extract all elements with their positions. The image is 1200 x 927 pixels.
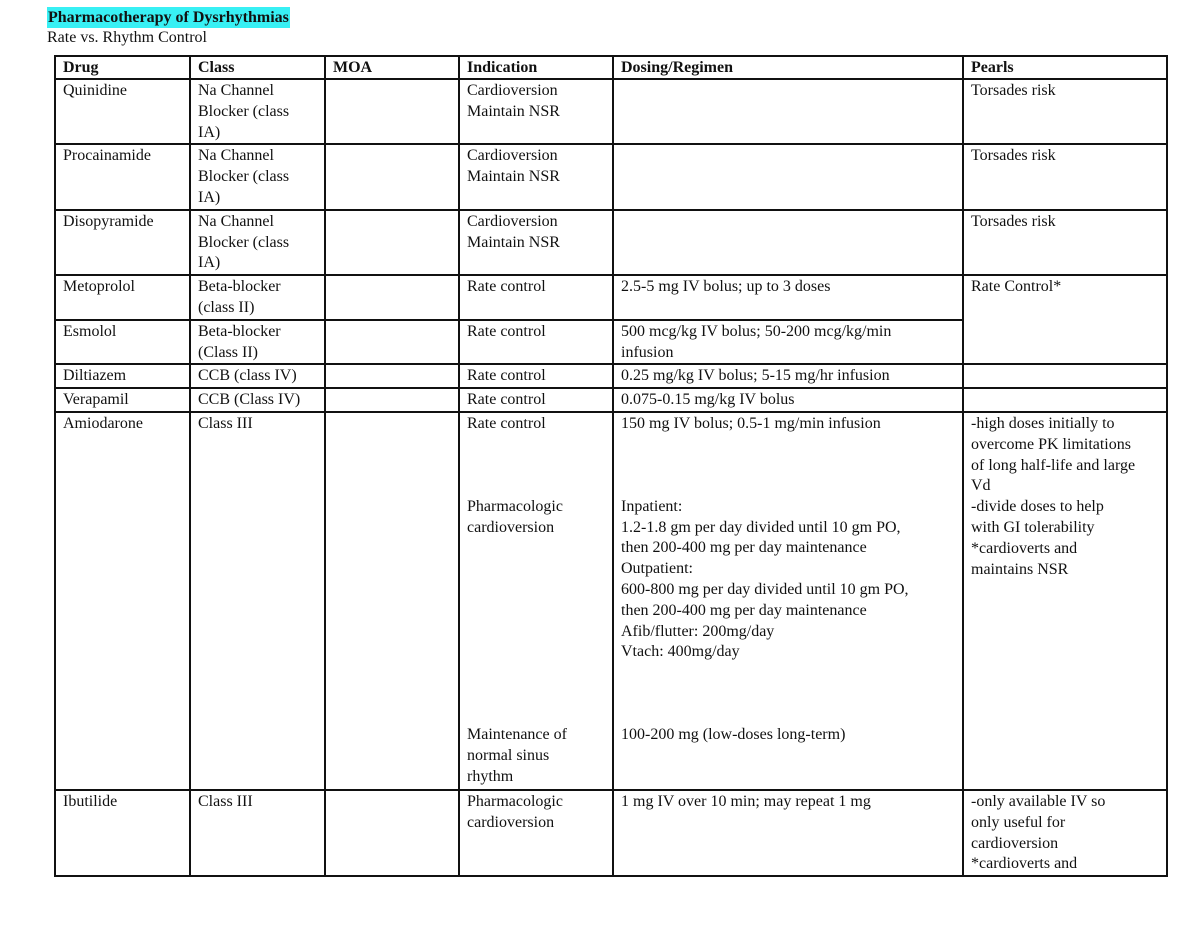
indication-cell	[459, 210, 613, 275]
header-class: Class	[190, 56, 325, 79]
pearls-line: -high doses initially to	[971, 414, 1115, 432]
dosing-line: 0.075-0.15 mg/kg IV bolus	[621, 391, 795, 409]
moa-cell	[325, 364, 459, 388]
class-cell	[190, 388, 325, 412]
indication-line: Rate control	[467, 367, 546, 385]
class-line: CCB (Class IV)	[198, 391, 301, 409]
indication-cell	[459, 275, 613, 320]
moa-cell	[325, 144, 459, 209]
table-row	[55, 79, 1167, 144]
class-line: Blocker (class	[198, 168, 290, 186]
indication-line: Maintenance of	[467, 726, 567, 744]
drug-cell: Metoprolol	[55, 275, 190, 320]
pearls-cell	[963, 210, 1167, 275]
pearls-cell	[963, 790, 1167, 876]
pearls-cell	[963, 388, 1167, 412]
indication-line: Rate control	[467, 414, 546, 432]
indication-line: Maintain NSR	[467, 168, 560, 186]
table-row	[55, 364, 1167, 388]
class-cell	[190, 79, 325, 144]
pearls-line: with GI tolerability	[971, 518, 1095, 536]
dosing-line: 150 mg IV bolus; 0.5-1 mg/min infusion	[621, 414, 881, 432]
indication-cell	[459, 320, 613, 365]
indication-line: Pharmacologic	[467, 497, 563, 515]
table-row	[55, 388, 1167, 412]
indication-cell	[459, 790, 613, 876]
class-line: Class III	[198, 414, 253, 432]
table-row	[55, 144, 1167, 209]
dosing-line: Vtach: 400mg/day	[621, 643, 740, 661]
indication-line: Pharmacologic	[467, 792, 563, 810]
header-indication: Indication	[459, 56, 613, 79]
class-line: Na Channel	[198, 147, 274, 165]
moa-cell	[325, 412, 459, 790]
dosing-cell	[613, 364, 963, 388]
moa-cell	[325, 210, 459, 275]
class-line: Blocker (class	[198, 233, 290, 251]
class-line: IA)	[198, 254, 221, 272]
class-line: IA)	[198, 188, 221, 206]
indication-cell	[459, 388, 613, 412]
class-line: Na Channel	[198, 212, 274, 230]
pearls-cell	[963, 412, 1167, 790]
dosing-line: 2.5-5 mg IV bolus; up to 3 doses	[621, 278, 831, 296]
dosing-line: 600-800 mg per day divided until 10 gm PO,	[621, 580, 909, 598]
dosing-cell	[613, 412, 963, 790]
class-line: (class II)	[198, 298, 255, 316]
dosing-line: 1.2-1.8 gm per day divided until 10 gm PO,	[621, 518, 901, 536]
pearls-line: -divide doses to help	[971, 498, 1104, 516]
moa-cell	[325, 320, 459, 365]
dosing-line: Inpatient:	[621, 497, 683, 515]
class-line: Na Channel	[198, 82, 274, 99]
drug-cell: Esmolol	[55, 320, 190, 365]
indication-line: Maintain NSR	[467, 233, 560, 251]
pearls-line: maintains NSR	[971, 560, 1069, 578]
class-line: CCB (class IV)	[198, 367, 297, 385]
dosing-cell	[613, 210, 963, 275]
indication-line: rhythm	[467, 767, 514, 785]
indication-line: normal sinus	[467, 747, 550, 765]
table-header-row	[55, 56, 1167, 79]
drug-cell: Diltiazem	[55, 364, 190, 388]
dosing-line: Outpatient:	[621, 560, 693, 578]
indication-cell	[459, 144, 613, 209]
drug-cell: Procainamide	[55, 144, 190, 209]
table-row	[55, 275, 1167, 320]
pearls-line: Vd	[971, 477, 991, 495]
table-row	[55, 210, 1167, 275]
class-cell	[190, 144, 325, 209]
pearls-line: Torsades risk	[971, 82, 1056, 99]
drug-cell: Quinidine	[55, 79, 190, 144]
indication-line: Cardioversion	[467, 212, 558, 230]
dosing-line: 1 mg IV over 10 min; may repeat 1 mg	[621, 792, 871, 810]
pearls-line: -only available IV so	[971, 792, 1106, 810]
pearls-cell	[963, 275, 1167, 364]
dosing-line: infusion	[621, 343, 674, 361]
drug-cell: Verapamil	[55, 388, 190, 412]
dosing-cell	[613, 320, 963, 365]
dosing-line: 100-200 mg (low-doses long-term)	[621, 726, 846, 744]
document-subtitle: Rate vs. Rhythm Control	[47, 29, 207, 46]
class-line: (Class II)	[198, 343, 258, 361]
pearls-line: overcome PK limitations	[971, 435, 1131, 453]
table-row	[55, 412, 1167, 790]
drug-cell: Disopyramide	[55, 210, 190, 275]
dosing-cell	[613, 790, 963, 876]
pearls-line: only useful for	[971, 813, 1066, 831]
indication-line: Rate control	[467, 278, 546, 296]
dosing-cell	[613, 144, 963, 209]
dysrhythmia-drug-table	[54, 55, 1168, 877]
header-moa: MOA	[325, 56, 459, 79]
dosing-line: then 200-400 mg per day maintenance	[621, 539, 867, 557]
class-line: Beta-blocker	[198, 278, 281, 296]
indication-line: cardioversion	[467, 518, 555, 536]
moa-cell	[325, 388, 459, 412]
indication-line: cardioversion	[467, 813, 555, 831]
drug-cell: Ibutilide	[55, 790, 190, 876]
indication-line: Rate control	[467, 322, 546, 340]
moa-cell	[325, 790, 459, 876]
dosing-line: 0.25 mg/kg IV bolus; 5-15 mg/hr infusion	[621, 367, 890, 385]
pearls-cell	[963, 364, 1167, 388]
class-cell	[190, 790, 325, 876]
indication-line: Cardioversion	[467, 82, 558, 99]
class-cell	[190, 210, 325, 275]
pearls-line: Torsades risk	[971, 212, 1056, 230]
table-body	[55, 79, 1167, 876]
indication-cell	[459, 364, 613, 388]
dosing-line: 500 mcg/kg IV bolus; 50-200 mcg/kg/min	[621, 322, 892, 340]
class-line: Class III	[198, 792, 253, 810]
indication-line: Cardioversion	[467, 147, 558, 165]
header-drug: Drug	[55, 56, 190, 79]
dosing-cell	[613, 388, 963, 412]
pearls-cell	[963, 79, 1167, 144]
moa-cell	[325, 79, 459, 144]
class-cell	[190, 275, 325, 320]
pearls-line: Rate Control*	[971, 278, 1062, 296]
class-cell	[190, 320, 325, 365]
class-line: IA)	[198, 123, 221, 141]
document-title: Pharmacotherapy of Dysrhythmias	[48, 9, 289, 26]
class-cell	[190, 364, 325, 388]
pearls-line: *cardioverts and	[971, 855, 1078, 873]
dosing-line: then 200-400 mg per day maintenance	[621, 601, 867, 619]
pearls-line: of long half-life and large	[971, 456, 1136, 474]
pearls-line: cardioversion	[971, 834, 1059, 852]
header-dosing: Dosing/Regimen	[613, 56, 963, 79]
moa-cell	[325, 275, 459, 320]
indication-line: Rate control	[467, 391, 546, 409]
pearls-cell	[963, 144, 1167, 209]
indication-cell	[459, 79, 613, 144]
dosing-cell	[613, 79, 963, 144]
class-line: Beta-blocker	[198, 322, 281, 340]
dosing-line: Afib/flutter: 200mg/day	[621, 622, 775, 640]
indication-line: Maintain NSR	[467, 102, 560, 120]
table-row	[55, 790, 1167, 876]
class-cell	[190, 412, 325, 790]
header-pearls: Pearls	[963, 56, 1167, 79]
dosing-cell	[613, 275, 963, 320]
pearls-line: Torsades risk	[971, 147, 1056, 165]
class-line: Blocker (class	[198, 102, 290, 120]
drug-cell: Amiodarone	[55, 412, 190, 790]
indication-cell	[459, 412, 613, 790]
pearls-line: *cardioverts and	[971, 539, 1078, 557]
